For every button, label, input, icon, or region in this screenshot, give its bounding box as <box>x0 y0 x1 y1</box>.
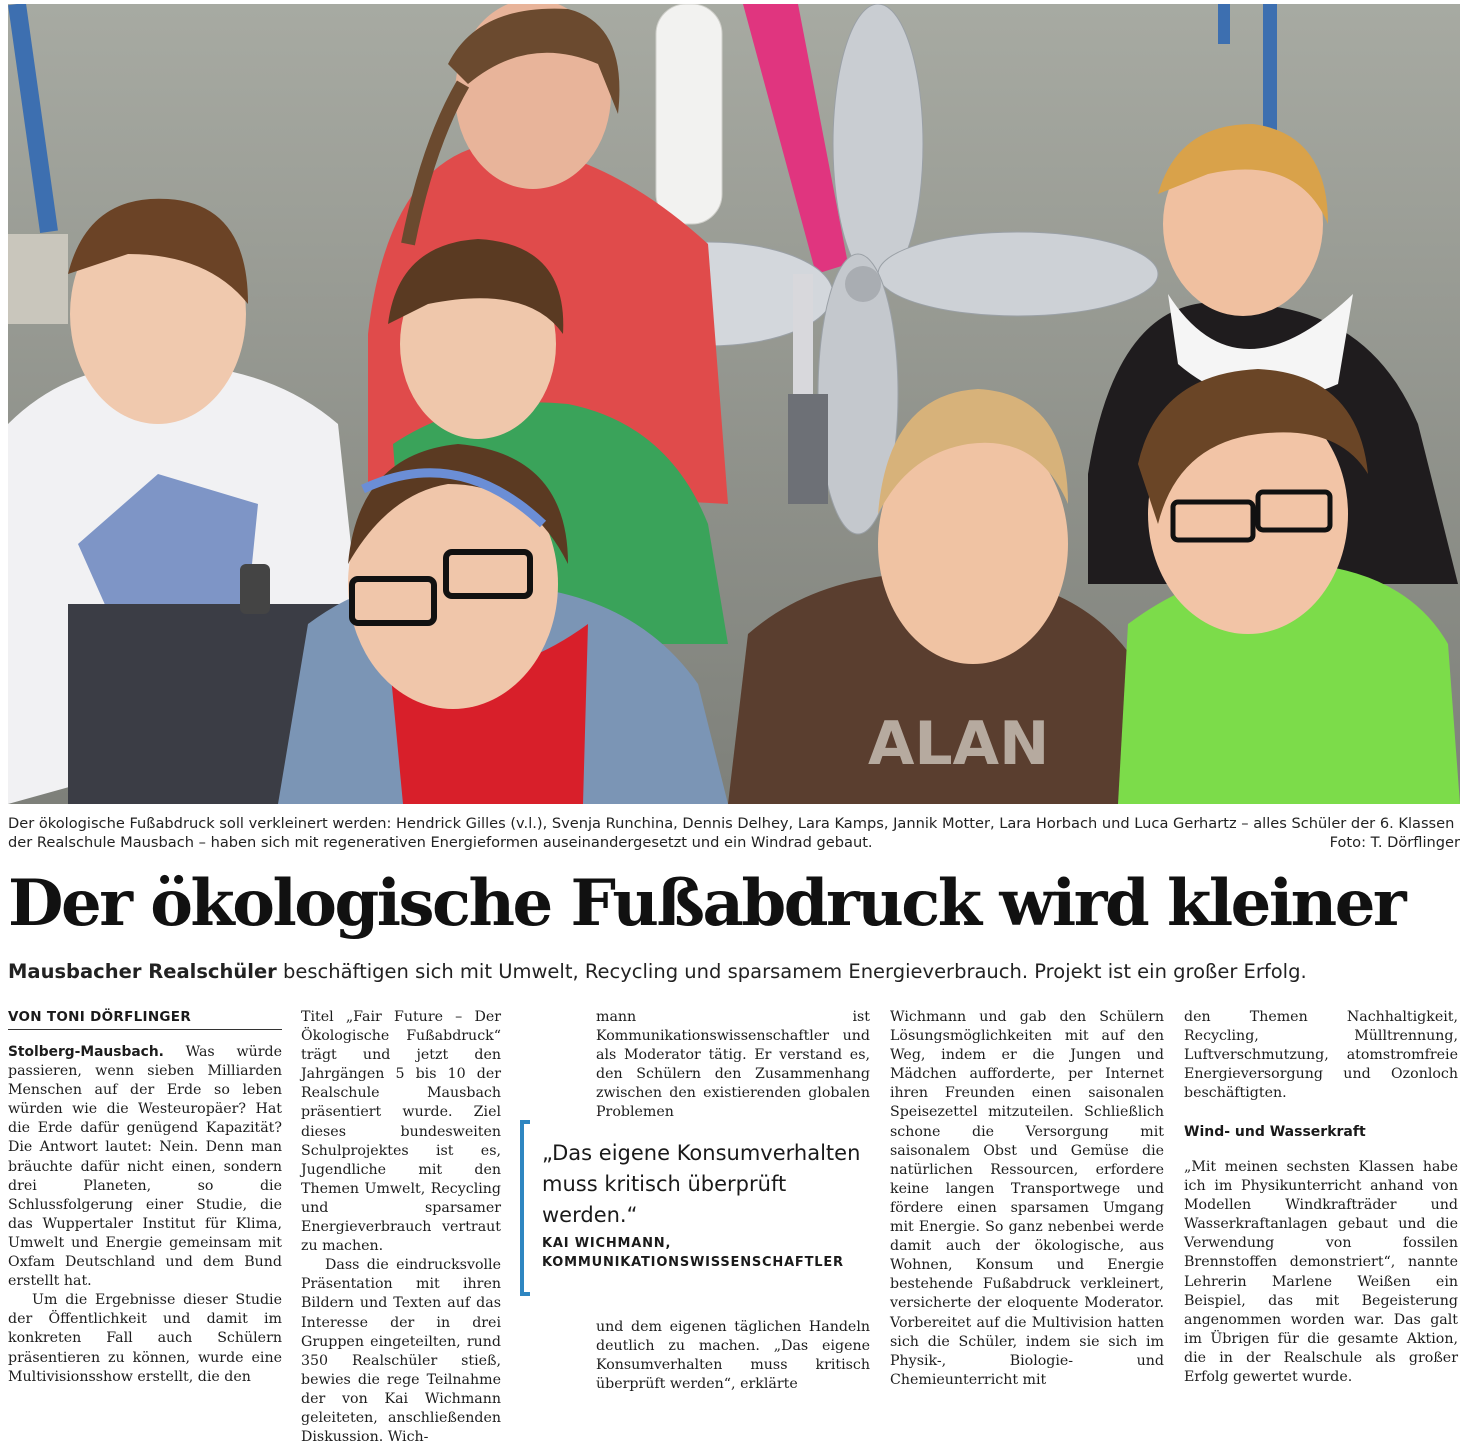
dateline: Stolberg-Mausbach. <box>8 1044 164 1060</box>
article-column-5 <box>1184 1008 1458 1103</box>
paragraph: Was würde passieren, wenn sieben Milliarden Menschen auf der Erde so leben würden wie die Westeuropäer? Hat die Erde dafür genügend Kapazität? Die Antwort lautet: Nein. Denn man bräuchte dafür nicht einen, sondern drei Planeten, so die Schlussfolgerung einer Studie, die das Wuppertaler Institut für Klima, Umwelt und Energie gemeinsam mit Oxfam Deutschland und dem Bund erstellt hat. <box>8 1044 282 1290</box>
quote-author <box>542 1234 882 1272</box>
caption-text: Der ökologische Fußabdruck soll verkleinert werden: Hendrick Gilles (v.l.), Svenja Runchina, Dennis Delhey, Lara Kamps, Jannik Motter, Lara Horbach und Luca Gerhartz – alles Schüler der 6. Klassen der Realschule Mausbach – haben sich mit regenerativen Energieformen auseinandergesetzt und ein Windrad gebaut. <box>8 815 1455 851</box>
subheadline-lead: Mausbacher Realschüler <box>8 960 277 983</box>
paragraph: Dass die eindrucksvolle Präsentation mit ihren Bildern und Texten auf das Interesse der in drei Gruppen eingeteilten, rund 350 Realschüler stieß, bewies die rege Teilnahme der von Kai Wichmann geleiteten, anschließenden Diskussion. Wich- <box>301 1257 501 1446</box>
headline: Der ökologische Fußabdruck wird kleiner <box>8 866 1405 941</box>
quote-author-title: KOMMUNIKATIONSWISSENSCHAFTLER <box>542 1255 844 1270</box>
section-subhead: Wind- und Wasserkraft <box>1184 1124 1366 1140</box>
quote-bracket <box>520 1120 530 1296</box>
paragraph: Wichmann und gab den Schülern Lösungsmöglichkeiten mit auf den Weg, indem er die Jungen und Mädchen aufforderte, per Internet ihren Freunden einen saisonalen Speisezettel mitzuteilen. Schließlich schone die Versorgung mit saisonalem Obst und Gemüse die natürlichen Ressourcen, erfordere keine langen Transportwege und fördere einen sparsamen Umgang mit Energie. So ganz nebenbei werde damit auch der ökologische, aus Wohnen, Konsum und Energie bestehende Fußabdruck verkleinert, versicherte der eloquente Moderator. Vorbereitet auf die Multivision hatten sich die Schüler, indem sie sich im Physik-, Biologie- und Chemieunterricht mit <box>890 1009 1164 1388</box>
article-column-3-continued <box>596 1318 870 1394</box>
photo-credit: Foto: T. Dörflinger <box>1329 834 1460 851</box>
quote-author-name: KAI WICHMANN, <box>542 1236 672 1251</box>
subheadline <box>8 958 1464 986</box>
paragraph: Titel „Fair Future – Der Ökologische Fußabdruck“ trägt und jetzt den Jahrgängen 5 bis 10 der Realschule Mausbach präsentiert wurde. Ziel dieses bundesweiten Schulprojektes ist es, Jugendliche mit den Themen Umwelt, Recycling und sparsamer Energieverbrauch vertraut zu machen. <box>301 1009 501 1255</box>
paragraph: mann ist Kommunikationswissenschaftler und als Moderator tätig. Er verstand es, den Schülern den Zusammenhang zwischen den existierenden globalen Problemen <box>596 1009 870 1121</box>
paragraph: den Themen Nachhaltigkeit, Recycling, Mülltrennung, Luftverschmutzung, atomstromfreie Energieversorgung und Ozonloch beschäftigten. <box>1184 1009 1458 1102</box>
paragraph: und dem eigenen täglichen Handeln deutlich zu machen. „Das eigene Konsumverhalten muss kritisch überprüft werden“, erklärte <box>596 1319 870 1393</box>
photo-caption <box>8 814 1460 852</box>
pull-quote: „Das eigene Konsumverhalten muss kritisch überprüft werden.“ <box>542 1141 861 1227</box>
byline-divider <box>8 1029 282 1030</box>
article-column-3 <box>596 1008 870 1123</box>
article-column-1 <box>8 1043 282 1387</box>
article-column-5-continued <box>1184 1158 1458 1387</box>
article-column-2 <box>301 1008 501 1447</box>
article-photo <box>8 4 1460 804</box>
paragraph: „Mit meinen sechsten Klassen habe ich im Physikunterricht anhand von Modellen Windkrafträder und Wasserkraftanlagen gebaut und die Verwendung von fossilen Brennstoffen demonstriert“, nannte Lehrerin Marlene Weißen ein Beispiel, das mit Begeisterung angenommen worden war. Das galt im Übrigen für die gesamte Aktion, die in der Realschule als großer Erfolg gewertet wurde. <box>1184 1159 1458 1386</box>
svg-text:ALAN: ALAN <box>868 709 1050 779</box>
byline: VON TONI DÖRFLINGER <box>8 1009 192 1025</box>
paragraph: Um die Ergebnisse dieser Studie der Öffentlichkeit und damit im konkreten Fall auch Schülern präsentieren zu können, wurde eine Multivisionsshow erstellt, die den <box>8 1292 282 1385</box>
article-column-4 <box>890 1008 1164 1390</box>
subheadline-rest: beschäftigen sich mit Umwelt, Recycling und sparsamem Energieverbrauch. Projekt ist ein großer Erfolg. <box>276 960 1307 983</box>
